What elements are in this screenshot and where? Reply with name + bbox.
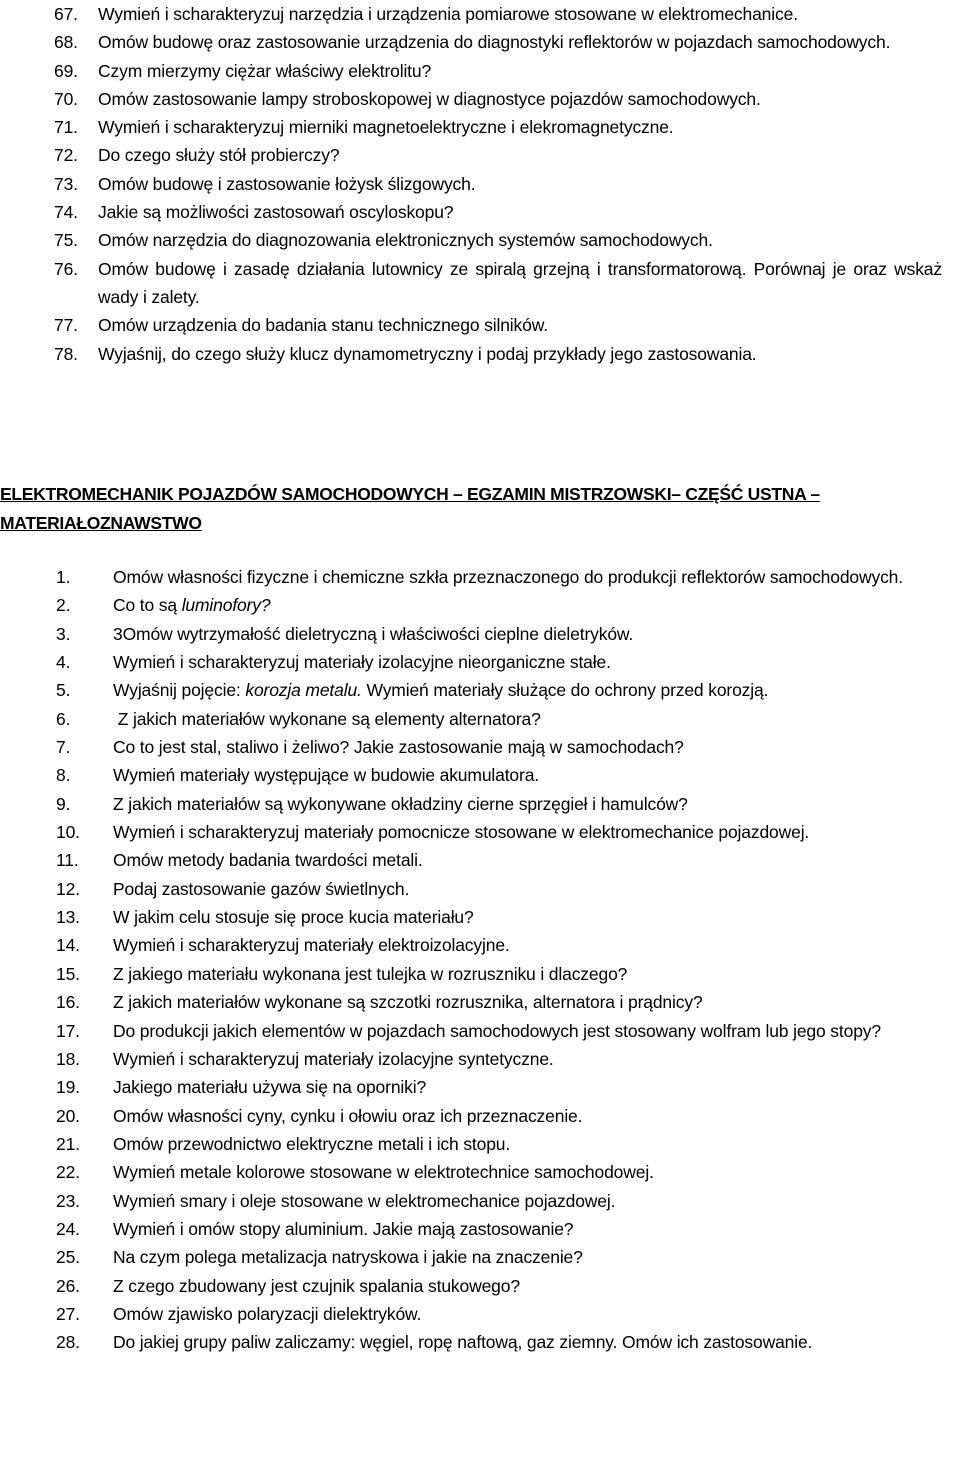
item-text: Omów budowę oraz zastosowanie urządzenia do diagnostyki reflektorów w pojazdach samochodowych. [98,32,891,53]
item-text: Wymień smary i oleje stosowane w elektromechanice pojazdowej. [113,1190,616,1211]
item-number: 8. [56,765,71,786]
item-number: 19. [56,1077,80,1098]
item-text: Co to są [113,595,182,616]
list-item [0,676,960,704]
item-text: Omów własności cyny, cynku i ołowiu oraz ich przeznaczenie. [113,1105,583,1126]
item-text: Na czym polega metalizacja natryskowa i jakie na znaczenie? [113,1247,583,1268]
item-number: 14. [56,935,80,956]
item-text: Jakiego materiału używa się na oporniki? [113,1077,427,1098]
item-text: Wymień i scharakteryzuj materiały izolacyjne nieorganiczne stałe. [113,652,611,673]
item-text: Wymień materiały występujące w budowie akumulatora. [113,765,539,786]
item-number: 3. [56,623,71,644]
item-number: 28. [56,1332,80,1353]
list-item [0,988,960,1016]
item-number: 23. [56,1190,80,1211]
list-item [0,1187,960,1215]
item-number: 10. [56,822,80,843]
list-item [0,226,960,254]
list-item [0,1300,960,1328]
list-item [0,1158,960,1186]
list-item [0,705,960,733]
item-text: Omów metody badania twardości metali. [113,850,423,871]
list-item [0,648,960,676]
list-item [0,620,960,648]
item-text: Czym mierzymy ciężar właściwy elektrolitu? [98,60,432,81]
item-number: 75. [54,230,78,251]
item-number: 5. [56,680,71,701]
item-text: Wymień i scharakteryzuj mierniki magnetoelektryczne i elekromagnetyczne. [98,117,674,138]
item-text: Omów przewodnictwo elektryczne metali i ich stopu. [113,1133,511,1154]
item-text: Omów zjawisko polaryzacji dielektryków. [113,1303,422,1324]
item-number: 22. [56,1162,80,1183]
item-text: Omów budowę i zastosowanie łożysk ślizgowych. [98,173,476,194]
list-item [0,1130,960,1158]
list-item [0,0,960,28]
item-number: 78. [54,343,78,364]
item-number: 21. [56,1133,80,1154]
item-text: Do produkcji jakich elementów w pojazdach samochodowych jest stosowany wolfram lub jego stopy? [113,1020,881,1041]
item-text: Z czego zbudowany jest czujnik spalania stukowego? [113,1275,520,1296]
item-number: 74. [54,202,78,223]
list-item [0,563,960,591]
item-text-after: Wymień materiały służące do ochrony przed korozją. [361,680,769,701]
item-number: 16. [56,992,80,1013]
list-item [0,931,960,959]
item-number: 11. [56,850,79,871]
item-text: Omów urządzenia do badania stanu technicznego silników. [98,315,548,336]
item-number: 15. [56,963,80,984]
list-item [0,875,960,903]
item-emphasis: korozja metalu. [245,680,362,701]
list-item [0,141,960,169]
item-number: 1. [56,567,71,587]
list-item [0,960,960,988]
item-text: Wymień i omów stopy aluminium. Jakie mają zastosowanie? [113,1218,574,1239]
item-number: 76. [54,258,78,279]
item-number: 68. [54,32,78,53]
list-item [0,198,960,226]
item-number: 18. [56,1048,80,1069]
item-number: 27. [56,1303,80,1324]
list-item [0,340,960,368]
item-text: Podaj zastosowanie gazów świetlnych. [113,878,410,899]
list-item [0,85,960,113]
list-item [0,1045,960,1073]
list-item [0,1073,960,1101]
list-item [0,1328,960,1356]
item-number: 77. [54,315,78,336]
item-text: Wymień metale kolorowe stosowane w elektrotechnice samochodowej. [113,1162,654,1183]
list-item [0,57,960,85]
item-text: Co to jest stal, staliwo i żeliwo? Jakie zastosowanie mają w samochodach? [113,737,684,758]
item-number: 2. [56,595,71,616]
section-heading: ELEKTROMECHANIK POJAZDÓW SAMOCHODOWYCH – EGZAMIN MISTRZOWSKI– CZĘŚĆ USTNA – MATERIAŁOZNAWSTWO [0,484,820,533]
item-text: W jakim celu stosuje się proce kucia materiału? [113,907,474,928]
item-text: Do jakiej grupy paliw zaliczamy: węgiel, ropę naftową, gaz ziemny. Omów ich zastosowanie. [113,1332,813,1353]
list-item [0,1272,960,1300]
item-text: Omów własności fizyczne i chemiczne szkła przeznaczonego do produkcji reflektorów samochodowych. [113,567,903,587]
item-text: Omów narzędzia do diagnozowania elektronicznych systemów samochodowych. [98,230,713,251]
item-text: Wyjaśnij pojęcie: [113,680,246,701]
list-item [0,170,960,198]
question-list-continued [0,0,960,368]
item-number: 72. [54,145,78,166]
item-text: Wyjaśnij, do czego służy klucz dynamometryczny i podaj przykłady jego zastosowania. [98,343,757,364]
item-number: 71. [54,117,78,138]
item-text: Z jakich materiałów są wykonywane okładziny cierne sprzęgieł i hamulców? [113,793,688,814]
list-item [0,311,960,339]
item-text: Jakie są możliwości zastosowań oscyloskopu? [98,202,454,223]
list-item [0,1017,960,1045]
list-item [0,1243,960,1271]
item-number: 69. [54,60,78,81]
item-text: Z jakich materiałów wykonane są szczotki rozrusznika, alternatora i prądnicy? [113,992,703,1013]
item-text: Omów budowę i zasadę działania lutownicy ze spiralą grzejną i transformatorową. Porównaj je oraz wskaż wady i zalety. [98,258,942,307]
item-number: 24. [56,1218,80,1239]
list-item [0,591,960,619]
item-number: 12. [56,878,80,899]
item-number: 25. [56,1247,80,1268]
item-number: 17. [56,1020,80,1041]
list-item [0,1102,960,1130]
item-text: Wymień i scharakteryzuj materiały pomocnicze stosowane w elektromechanice pojazdowej. [113,822,810,843]
item-text: Z jakich materiałów wykonane są elementy alternatora? [113,708,541,729]
item-number: 7. [56,737,71,758]
item-number: 6. [56,708,71,729]
item-text: Wymień i scharakteryzuj materiały izolacyjne syntetyczne. [113,1048,554,1069]
question-list-materials [0,563,960,1357]
item-number: 20. [56,1105,80,1126]
item-text: Z jakiego materiału wykonana jest tulejka w rozruszniku i dlaczego? [113,963,628,984]
list-item [0,28,960,56]
item-text: Omów zastosowanie lampy stroboskopowej w diagnostyce pojazdów samochodowych. [98,88,761,109]
item-text: 3Omów wytrzymałość dieletryczną i właściwości cieplne dieletryków. [113,623,634,644]
list-item [0,903,960,931]
list-item [0,761,960,789]
list-item [0,113,960,141]
item-text: Do czego służy stół probierczy? [98,145,340,166]
item-number: 70. [54,88,78,109]
item-emphasis: luminofory? [181,595,271,616]
list-item [0,818,960,846]
list-item [0,846,960,874]
item-text: Wymień i scharakteryzuj narzędzia i urządzenia pomiarowe stosowane w elektromechanice. [98,4,798,24]
item-number: 4. [56,652,71,673]
item-text: Wymień i scharakteryzuj materiały elektroizolacyjne. [113,935,510,956]
item-number: 73. [54,173,78,194]
list-item [0,790,960,818]
list-item [0,733,960,761]
item-number: 9. [56,793,71,814]
item-number: 26. [56,1275,80,1296]
list-item [0,255,960,312]
list-item [0,1215,960,1243]
item-number: 13. [56,907,80,928]
item-number: 67. [54,4,78,24]
